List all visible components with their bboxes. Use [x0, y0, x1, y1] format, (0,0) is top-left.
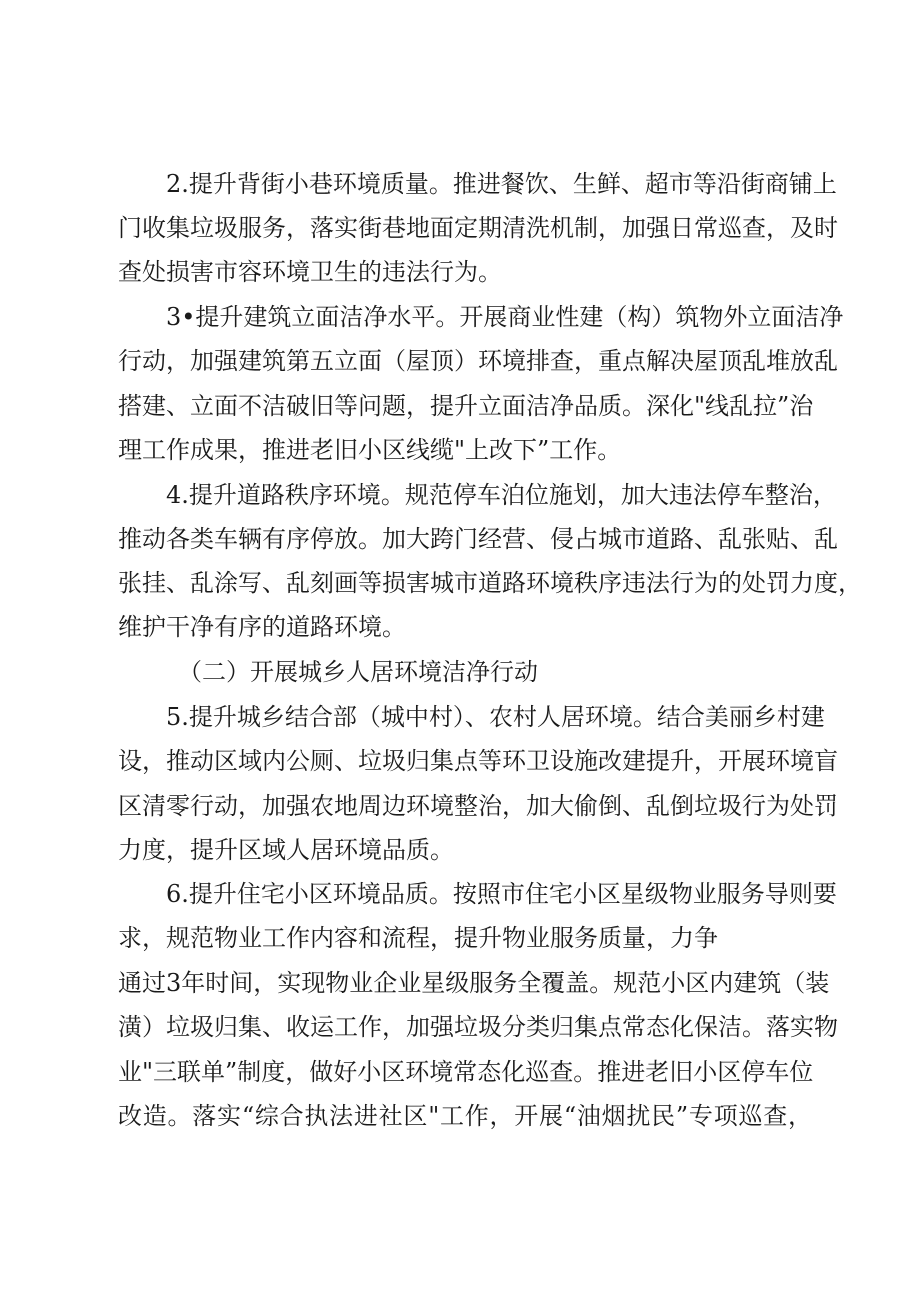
text-line: 张挂、乱涂写、乱刻画等损害城市道路环境秩序违法行为的处罚力度， [118, 569, 862, 597]
text-line: 改造。落实“综合执法进社区"工作，开展“油烟扰民”专项巡查， [118, 1102, 812, 1130]
text-line: 业"三联单”制度，做好小区环境常态化巡查。推进老旧小区停车位 [118, 1058, 814, 1086]
text-line: 3•提升建筑立面洁净水平。开展商业性建（构）筑物外立面洁净 [166, 303, 844, 331]
text-line: 理工作成果，推进老旧小区线缆"上改下”工作。 [118, 436, 622, 464]
text-line: 推动各类车辆有序停放。加大跨门经营、侵占城市道路、乱张贴、乱 [118, 525, 838, 553]
heading-line: （二）开展城乡人居环境洁净行动 [178, 658, 538, 686]
text-line: 通过3年时间，实现物业企业星级服务全覆盖。规范小区内建筑（装 [118, 969, 830, 997]
text-line: 设，推动区域内公厕、垃圾归集点等环卫设施改建提升，开展环境盲 [118, 747, 838, 775]
text-line: 力度，提升区域人居环境品质。 [118, 836, 454, 864]
text-line: 行动，加强建筑第五立面（屋顶）环境排查，重点解决屋顶乱堆放乱 [118, 347, 838, 375]
text-line: 门收集垃圾服务，落实街巷地面定期清洗机制，加强日常巡查，及时 [118, 214, 838, 242]
text-line: 6.提升住宅小区环境品质。按照市住宅小区星级物业服务导则要 [166, 880, 837, 908]
text-line: 潢）垃圾归集、收运工作，加强垃圾分类归集点常态化保洁。落实物 [118, 1013, 838, 1041]
text-line: 求，规范物业工作内容和流程，提升物业服务质量，力争 [118, 924, 718, 952]
text-line: 搭建、立面不洁破旧等问题，提升立面洁净品质。深化"线乱拉”治 [118, 392, 814, 420]
text-line: 维护干净有序的道路环境。 [118, 613, 406, 641]
text-line: 2.提升背街小巷环境质量。推进餐饮、生鲜、超市等沿街商铺上 [166, 170, 837, 198]
text-line: 5.提升城乡结合部（城中村）、农村人居环境。结合美丽乡村建 [166, 703, 825, 731]
text-line: 区清零行动，加强农地周边环境整治，加大偷倒、乱倒垃圾行为处罚 [118, 792, 838, 820]
text-line: 4.提升道路秩序环境。规范停车泊位施划，加大违法停车整治， [166, 481, 837, 509]
text-line: 查处损害市容环境卫生的违法行为。 [118, 258, 502, 286]
